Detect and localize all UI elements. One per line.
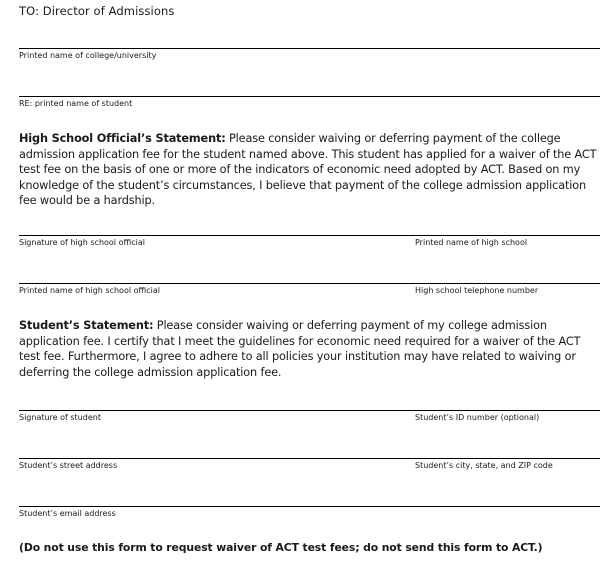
hs-official-statement — [19, 131, 604, 209]
hs-official-name-caption: Printed name of high school official — [19, 286, 160, 295]
hs-statement-heading: High School Official’s Statement: — [19, 132, 226, 145]
student-statement-body: Please consider waiving or deferring payment of my college admission application fee. I certify that I meet the guidelines for economic need required for a waiver of the ACT test fee. Furthermore, I agree to adhere to all policies your institution may have related to waiving or deferring the college admission application fee. — [19, 319, 581, 379]
student-email-line[interactable] — [19, 506, 600, 507]
hs-statement-body: Please consider waiving or deferring payment of the college admission application fee for the student named above. This student has applied for a waiver of the ACT test fee on the basis of one or more of the indicators of economic need adopted by ACT. Based on my knowledge of the student’s circumstances, I believe that payment of the college admission application fee would be a hardship. — [19, 132, 597, 207]
student-city-caption: Student’s city, state, and ZIP code — [415, 461, 553, 470]
student-email-caption: Student’s email address — [19, 509, 116, 518]
student-name-caption: RE: printed name of student — [19, 99, 133, 108]
hs-telephone-caption: High school telephone number — [415, 286, 539, 295]
college-name-field-line[interactable] — [19, 48, 600, 49]
hs-printed-name-caption: Printed name of high school — [415, 238, 528, 247]
hs-official-name-line[interactable] — [19, 283, 600, 284]
hs-official-signature-line[interactable] — [19, 235, 600, 236]
footer-note: (Do not use this form to request waiver of ACT test fees; do not send this form to ACT.) — [19, 541, 543, 554]
student-street-caption: Student’s street address — [19, 461, 118, 470]
student-statement-heading: Student’s Statement: — [19, 319, 154, 332]
student-name-field-line[interactable] — [19, 96, 600, 97]
student-signature-caption: Signature of student — [19, 413, 101, 422]
hs-official-signature-caption: Signature of high school official — [19, 238, 145, 247]
student-address-line[interactable] — [19, 458, 600, 459]
to-line: TO: Director of Admissions — [19, 4, 175, 18]
college-name-caption: Printed name of college/university — [19, 51, 157, 60]
student-statement — [19, 318, 604, 380]
student-signature-line[interactable] — [19, 410, 600, 411]
student-id-caption: Student’s ID number (optional) — [415, 413, 540, 422]
